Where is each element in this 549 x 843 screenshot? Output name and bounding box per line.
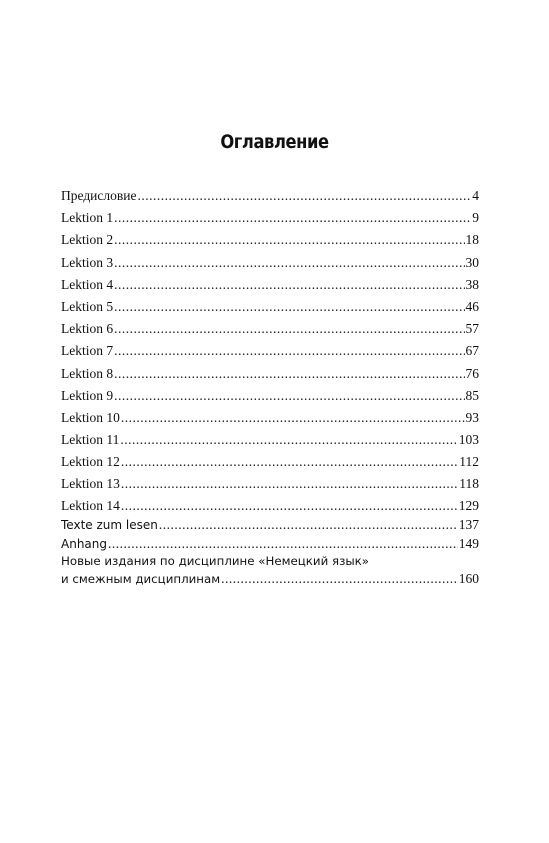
table-of-contents <box>61 185 479 587</box>
toc-entry-page: 4 <box>472 188 479 203</box>
toc-entry-title: Lektion 5 <box>61 298 114 314</box>
dot-leader <box>108 534 458 553</box>
toc-entry-page: 30 <box>465 254 479 270</box>
toc-entry-lektion-6 <box>61 318 479 340</box>
toc-entry-title: Texte zum lesen <box>61 517 158 532</box>
toc-entry-page: 85 <box>465 387 479 403</box>
toc-entry-title: Lektion 8 <box>61 365 114 381</box>
toc-entry-texte-zum-lesen <box>61 515 479 534</box>
dot-leader <box>121 496 458 515</box>
toc-entry-title: Lektion 11 <box>61 432 120 448</box>
toc-entry-new-editions <box>61 553 479 587</box>
dot-leader <box>121 473 458 495</box>
toc-entry-lektion-4 <box>61 274 479 296</box>
dot-leader <box>114 318 464 340</box>
dot-leader <box>114 207 471 229</box>
toc-entry-lektion-13 <box>61 473 479 495</box>
toc-entry-lektion-14 <box>61 496 479 515</box>
toc-entry-title: Предисловие <box>61 188 137 203</box>
toc-entry-title: Lektion 7 <box>61 343 114 359</box>
dot-leader <box>121 407 465 429</box>
toc-entry-title-line2: и смежным дисциплинам <box>61 571 221 586</box>
dot-leader <box>121 451 458 473</box>
toc-entry-title: Lektion 3 <box>61 254 114 270</box>
toc-entry-title: Lektion 1 <box>61 210 114 226</box>
toc-entry-lektion-9 <box>61 385 479 407</box>
toc-entry-lektion-1 <box>61 207 479 229</box>
toc-entry-page: 9 <box>472 210 479 226</box>
toc-entry-title: Lektion 12 <box>61 454 120 470</box>
dot-leader <box>114 385 464 407</box>
toc-entry-page: 149 <box>458 535 479 551</box>
toc-entry-anhang <box>61 534 479 553</box>
toc-entry-title: Lektion 14 <box>61 497 120 513</box>
toc-entry-lektion-8 <box>61 363 479 385</box>
dot-leader <box>114 274 464 296</box>
toc-entry-page: 160 <box>458 570 479 586</box>
dot-leader <box>159 515 458 534</box>
toc-entry-lektion-7 <box>61 340 479 362</box>
toc-entry-page: 129 <box>458 497 479 513</box>
toc-entry-page: 38 <box>465 276 479 292</box>
toc-entry-page: 93 <box>465 409 479 425</box>
dot-leader <box>137 185 471 207</box>
toc-entry-lektion-11 <box>61 429 479 451</box>
toc-entry-page: 103 <box>458 432 479 448</box>
toc-entry-lektion-12 <box>61 451 479 473</box>
toc-entry-title: Lektion 4 <box>61 276 114 292</box>
toc-entry-line2 <box>61 570 479 587</box>
toc-entry-lektion-10 <box>61 407 479 429</box>
toc-entry-page: 118 <box>459 476 479 492</box>
toc-entry-title: Anhang <box>61 536 107 551</box>
dot-leader <box>120 429 457 451</box>
toc-entry-preface <box>61 185 479 207</box>
toc-entry-page: 137 <box>458 516 479 532</box>
toc-entry-title-line1: Новые издания по дисциплине «Немецкий язык» <box>61 553 370 568</box>
dot-leader <box>114 340 464 362</box>
toc-entry-page: 112 <box>459 454 479 470</box>
dot-leader <box>114 229 464 251</box>
page-title: Оглавление <box>220 131 329 153</box>
toc-entry-title: Lektion 2 <box>61 232 114 248</box>
toc-entry-page: 18 <box>465 232 479 248</box>
dot-leader <box>114 296 464 318</box>
dot-leader <box>221 570 458 587</box>
toc-entry-lektion-5 <box>61 296 479 318</box>
toc-entry-page: 46 <box>465 298 479 314</box>
dot-leader <box>114 363 464 385</box>
toc-entry-title: Lektion 9 <box>61 387 114 403</box>
toc-entry-lektion-3 <box>61 252 479 274</box>
toc-entry-title: Lektion 13 <box>61 476 120 492</box>
toc-entry-title: Lektion 6 <box>61 321 114 337</box>
toc-entry-lektion-2 <box>61 229 479 251</box>
toc-entry-title: Lektion 10 <box>61 409 120 425</box>
toc-entry-page: 67 <box>465 343 479 359</box>
toc-entry-page: 57 <box>465 321 479 337</box>
dot-leader <box>114 252 464 274</box>
toc-entry-page: 76 <box>465 365 479 381</box>
